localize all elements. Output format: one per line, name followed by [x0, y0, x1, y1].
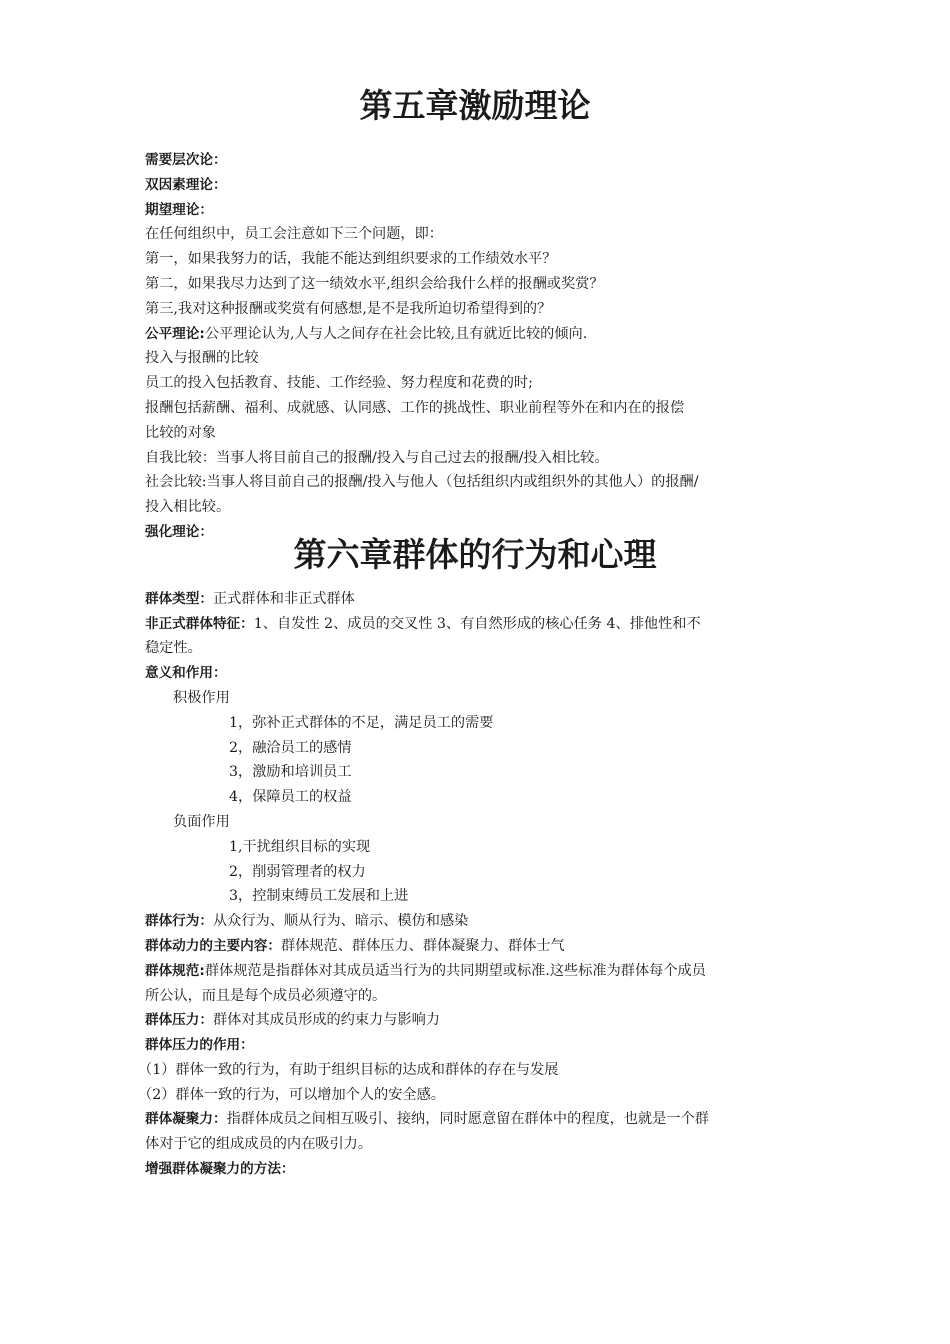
page-content [138, 86, 813, 1182]
group-behavior-heading: 群体行为： [145, 913, 213, 930]
self-compare-text: 自我比较：当事人将目前自己的报酬/投入与自己过去的报酬/投入相比较。 [145, 449, 609, 466]
group-pressure-paragraph [145, 1008, 813, 1033]
list-item: 1,干扰组织目标的实现 [229, 838, 371, 855]
enhance-cohesion-heading: 增强群体凝聚力的方法： [145, 1161, 295, 1178]
positive-effect-label: 积极作用 [173, 689, 230, 706]
cohesion-text: 指群体成员之间相互吸引、接纳，同时愿意留在群体中的程度，也就是一个群 [226, 1111, 709, 1128]
informal-features-heading: 非正式群体特征： [145, 615, 254, 632]
chapter6-title: 第六章群体的行为和心理 [293, 534, 657, 574]
need-theory-heading: 需要层次论： [145, 152, 227, 168]
expectancy-intro: 在任何组织中，员工会注意如下三个问题，即： [145, 226, 443, 243]
group-types-paragraph [145, 587, 813, 612]
inputs-text: 员工的投入包括教育、技能、工作经验、努力程度和花费的时; [145, 375, 533, 392]
group-behavior-paragraph [145, 909, 813, 934]
informal-features-paragraph [145, 612, 813, 637]
group-behavior-text: 从众行为、顺从行为、暗示、模仿和感染 [212, 913, 469, 930]
group-pressure-heading: 群体压力： [145, 1012, 213, 1029]
meaning-heading: 意义和作用： [145, 665, 227, 682]
list-item: 2，融洽员工的感情 [229, 739, 352, 756]
cohesion-heading: 群体凝聚力： [145, 1111, 227, 1128]
group-norms-paragraph [145, 959, 813, 984]
two-factor-heading: 双因素理论： [145, 176, 227, 193]
group-types-heading: 群体类型： [145, 590, 213, 607]
list-item: 3，控制束缚员工发展和上进 [229, 888, 409, 905]
expectancy-q3: 第三,我对这种报酬或奖赏有何感想,是不是我所迫切希望得到的？ [145, 300, 552, 317]
group-dynamics-text: 群体规范、群体压力、群体凝聚力、群体士气 [280, 937, 565, 954]
expectancy-heading: 期望理论： [145, 201, 213, 218]
chapter5-title: 第五章激励理论 [359, 86, 591, 125]
cohesion-paragraph [145, 1107, 813, 1132]
equity-paragraph [145, 322, 813, 347]
ratio-text: 投入与报酬的比较 [145, 350, 259, 367]
social-compare-text-1: 社会比较:当事人将目前自己的报酬/投入与他人（包括组织内或组织外的其他人）的报酬/ [145, 474, 699, 491]
reinforcement-heading: 强化理论： [145, 523, 213, 540]
list-item: （2）群体一致的行为，可以增加个人的安全感。 [138, 1086, 445, 1103]
expectancy-q1: 第一，如果我努力的话，我能不能达到组织要求的工作绩效水平？ [145, 251, 557, 268]
expectancy-q2: 第二，如果我尽力达到了这一绩效水平,组织会给我什么样的报酬或奖赏？ [145, 275, 604, 292]
list-item: （1）群体一致的行为，有助于组织目标的达成和群体的存在与发展 [138, 1061, 559, 1078]
group-norms-text: 群体规范是指群体对其成员适当行为的共同期望或标准.这些标准为群体每个成员 [204, 962, 706, 979]
informal-features-text-2: 稳定性。 [145, 640, 202, 657]
pressure-effect-heading: 群体压力的作用： [145, 1037, 254, 1054]
group-norms-heading: 群体规范: [145, 962, 205, 979]
list-item: 4，保障员工的权益 [229, 789, 352, 806]
social-compare-text-2: 投入相比较。 [145, 499, 231, 516]
group-dynamics-heading: 群体动力的主要内容： [145, 937, 281, 954]
group-pressure-text: 群体对其成员形成的约束力与影响力 [212, 1012, 440, 1029]
group-dynamics-paragraph [145, 934, 813, 959]
rewards-text: 报酬包括薪酬、福利、成就感、认同感、工作的挑战性、职业前程等外在和内在的报偿 [145, 399, 685, 416]
equity-text: 公平理论认为,人与人之间存在社会比较,且有就近比较的倾向. [204, 325, 588, 342]
group-norms-text-2: 所公认，而且是每个成员必须遵守的。 [145, 987, 387, 1004]
list-item: 3，激励和培训员工 [229, 764, 352, 781]
cohesion-text-2: 体对于它的组成成员的内在吸引力。 [145, 1136, 373, 1153]
negative-effect-label: 负面作用 [173, 813, 230, 830]
equity-heading: 公平理论: [145, 325, 205, 342]
list-item: 1，弥补正式群体的不足，满足员工的需要 [229, 714, 494, 731]
list-item: 2，削弱管理者的权力 [229, 863, 366, 880]
informal-features-text: 1、自发性 2、成员的交叉性 3、有自然形成的核心任务 4、排他性和不 [253, 615, 701, 632]
objects-text: 比较的对象 [145, 424, 216, 441]
group-types-text: 正式群体和非正式群体 [212, 590, 355, 607]
